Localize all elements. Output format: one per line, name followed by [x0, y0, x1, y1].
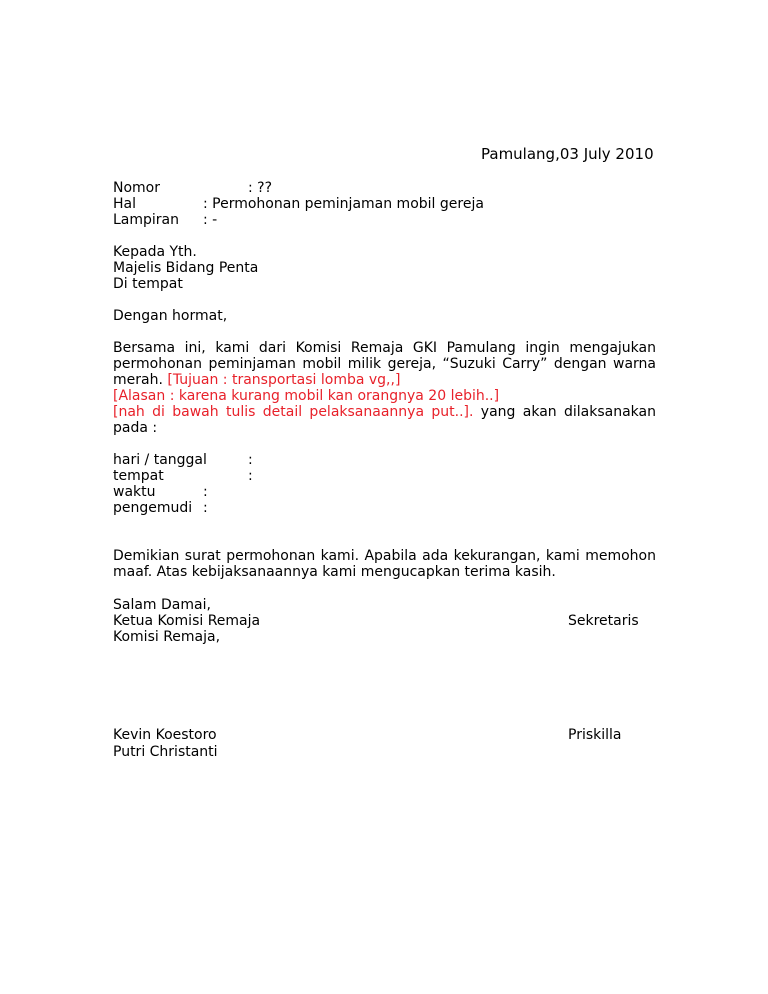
detail-label-hari: hari / tanggal [113, 452, 207, 468]
alasan-note: [Alasan : karena kurang mobil kan orangnya 20 lebih..] [113, 388, 500, 404]
body-line-5-text: yang akan dilaksanakan [480, 404, 656, 420]
body-line-2: permohonan peminjaman mobil milik gereja, “Suzuki Carry” dengan warna [113, 356, 656, 372]
nomor-value: : ?? [248, 180, 273, 196]
recipient-line-1: Kepada Yth. [113, 244, 197, 260]
right-signer-title: Sekretaris [568, 613, 639, 629]
detail-value-hari: : [248, 452, 253, 468]
body-line-6: pada : [113, 420, 158, 436]
greeting: Dengan hormat, [113, 308, 228, 324]
body-line-1: Bersama ini, kami dari Komisi Remaja GKI Pamulang ingin mengajukan [113, 340, 656, 356]
recipient-line-3: Di tempat [113, 276, 183, 292]
detail-value-pengemudi: : [203, 500, 208, 516]
closing-line-1: Demikian surat permohonan kami. Apabila ada kekurangan, kami memohon [113, 548, 656, 564]
detail-note: [nah di bawah tulis detail pelaksanaannya put..]. [113, 404, 474, 420]
body-line-5 [113, 404, 656, 420]
left-signer-name-2: Putri Christanti [113, 744, 218, 760]
left-signer-title: Ketua Komisi Remaja [113, 613, 261, 629]
detail-label-waktu: waktu [113, 484, 156, 500]
detail-value-tempat: : [248, 468, 253, 484]
closing-line-2: maaf. Atas kebijaksanaannya kami mengucapkan terima kasih. [113, 564, 556, 580]
place-date: Pamulang,03 July 2010 [481, 145, 654, 163]
detail-label-pengemudi: pengemudi [113, 500, 193, 516]
recipient-line-2: Majelis Bidang Penta [113, 260, 259, 276]
salam: Salam Damai, [113, 597, 211, 613]
hal-value: : Permohonan peminjaman mobil gereja [203, 196, 484, 212]
hal-label: Hal [113, 196, 136, 212]
lampiran-value: : - [203, 212, 218, 228]
body-line-3-text: merah. [113, 372, 163, 388]
detail-label-tempat: tempat [113, 468, 164, 484]
detail-value-waktu: : [203, 484, 208, 500]
body-line-3 [113, 372, 400, 388]
nomor-label: Nomor [113, 180, 160, 196]
lampiran-label: Lampiran [113, 212, 180, 228]
left-signer-org: Komisi Remaja, [113, 629, 221, 645]
tujuan-note: [Tujuan : transportasi lomba vg,,] [167, 372, 401, 388]
left-signer-name-1: Kevin Koestoro [113, 727, 217, 743]
right-signer-name: Priskilla [568, 727, 622, 743]
